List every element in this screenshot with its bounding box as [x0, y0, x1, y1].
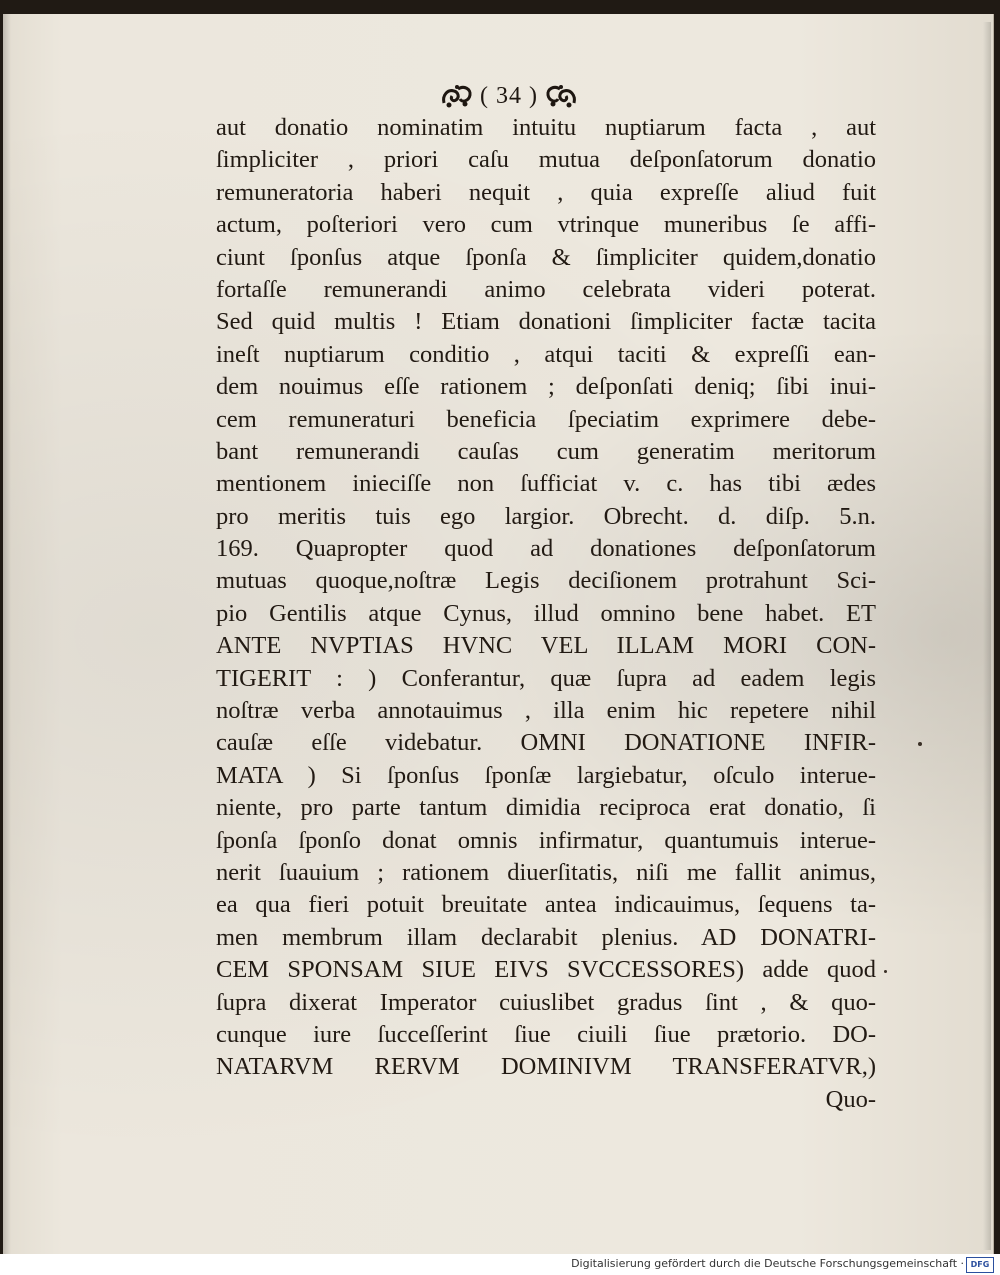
text-line: ſupra dixerat Imperator cuiuslibet gradus ſint , & quo-	[216, 988, 876, 1016]
text-line: actum, poſteriori vero cum vtrinque muneribus ſe affi-	[216, 211, 876, 239]
text-line: ciunt ſponſus atque ſponſa & ſimpliciter quidem,donatio	[216, 243, 876, 271]
text-line: fortaſſe remunerandi animo celebrata videri poterat.	[216, 275, 876, 303]
text-line: ea qua fieri potuit breuitate antea indicauimus, ſequens ta-	[216, 891, 876, 919]
text-line: bant remunerandi cauſas cum generatim meritorum	[216, 437, 876, 465]
page-number: ( 34 )	[480, 82, 538, 109]
text-line: cunque iure ſucceſſerint ſiue ciuili ſiue prætorio. DO-	[216, 1020, 876, 1048]
catchword: Quo-	[825, 1085, 876, 1113]
page-body-text	[216, 112, 876, 1116]
ink-speck	[884, 970, 887, 973]
text-line: ſponſa ſponſo donat omnis infirmatur, quantumuis interue-	[216, 826, 876, 854]
text-line: cauſæ eſſe videbatur. OMNI DONATIONE INFIR-	[216, 729, 876, 757]
text-line: niente, pro parte tantum dimidia reciproca erat donatio, ſi	[216, 794, 876, 822]
text-line: aut donatio nominatim intuitu nuptiarum facta , aut	[216, 114, 876, 141]
text-line: TIGERIT : ) Conferantur, quæ ſupra ad eadem legis	[216, 664, 876, 692]
page-edge-shadow	[983, 22, 991, 1250]
text-line: mutuas quoque,noſtræ Legis deciſionem protrahunt Sci-	[216, 567, 876, 595]
text-line: MATA ) Si ſponſus ſponſæ largiebatur, oſculo interue-	[216, 761, 876, 789]
text-line: ANTE NVPTIAS HVNC VEL ILLAM MORI CON-	[216, 632, 876, 660]
page-header	[440, 78, 640, 114]
page-gutter-shadow	[3, 14, 11, 1254]
text-line: dem nouimus eſſe rationem ; deſponſati deniq; ſibi inui-	[216, 373, 876, 401]
text-line: pro meritis tuis ego largior. Obrecht. d. diſp. 5.n.	[216, 502, 876, 530]
text-line: Sed quid multis ! Etiam donationi ſimpliciter factæ tacita	[216, 308, 876, 336]
text-line: pio Gentilis atque Cynus, illud omnino bene habet. ET	[216, 599, 876, 627]
ornament-right-icon	[544, 83, 578, 109]
text-line: NATARVM RERVM DOMINIVM TRANSFERATVR,)	[216, 1053, 876, 1081]
dfg-logo: DFG	[966, 1257, 994, 1273]
text-line: mentionem inieciſſe non ſufficiat v. c. has tibi ædes	[216, 470, 876, 498]
text-line: 169. Quapropter quod ad donationes deſponſatorum	[216, 535, 876, 563]
text-line: men membrum illam declarabit plenius. AD DONATRI-	[216, 923, 876, 951]
text-line: nerit ſuauium ; rationem diuerſitatis, niſi me fallit animus,	[216, 858, 876, 886]
text-line: ſimpliciter , priori caſu mutua deſponſatorum donatio	[216, 146, 876, 174]
ink-speck	[918, 742, 922, 746]
ornament-left-icon	[440, 83, 474, 109]
text-line: CEM SPONSAM SIUE EIVS SVCCESSORES) adde quod	[216, 956, 876, 984]
text-line: remuneratoria haberi nequit , quia expreſſe aliud fuit	[216, 178, 876, 206]
text-line: cem remuneraturi beneficia ſpeciatim exprimere debe-	[216, 405, 876, 433]
footer-bar	[0, 1254, 1000, 1275]
footer-credit: Digitalisierung gefördert durch die Deutsche Forschungsgemeinschaft ·	[571, 1257, 964, 1270]
text-line: noſtræ verba annotauimus , illa enim hic repetere nihil	[216, 697, 876, 725]
text-line: ineſt nuptiarum conditio , atqui taciti & expreſſi ean-	[216, 340, 876, 368]
